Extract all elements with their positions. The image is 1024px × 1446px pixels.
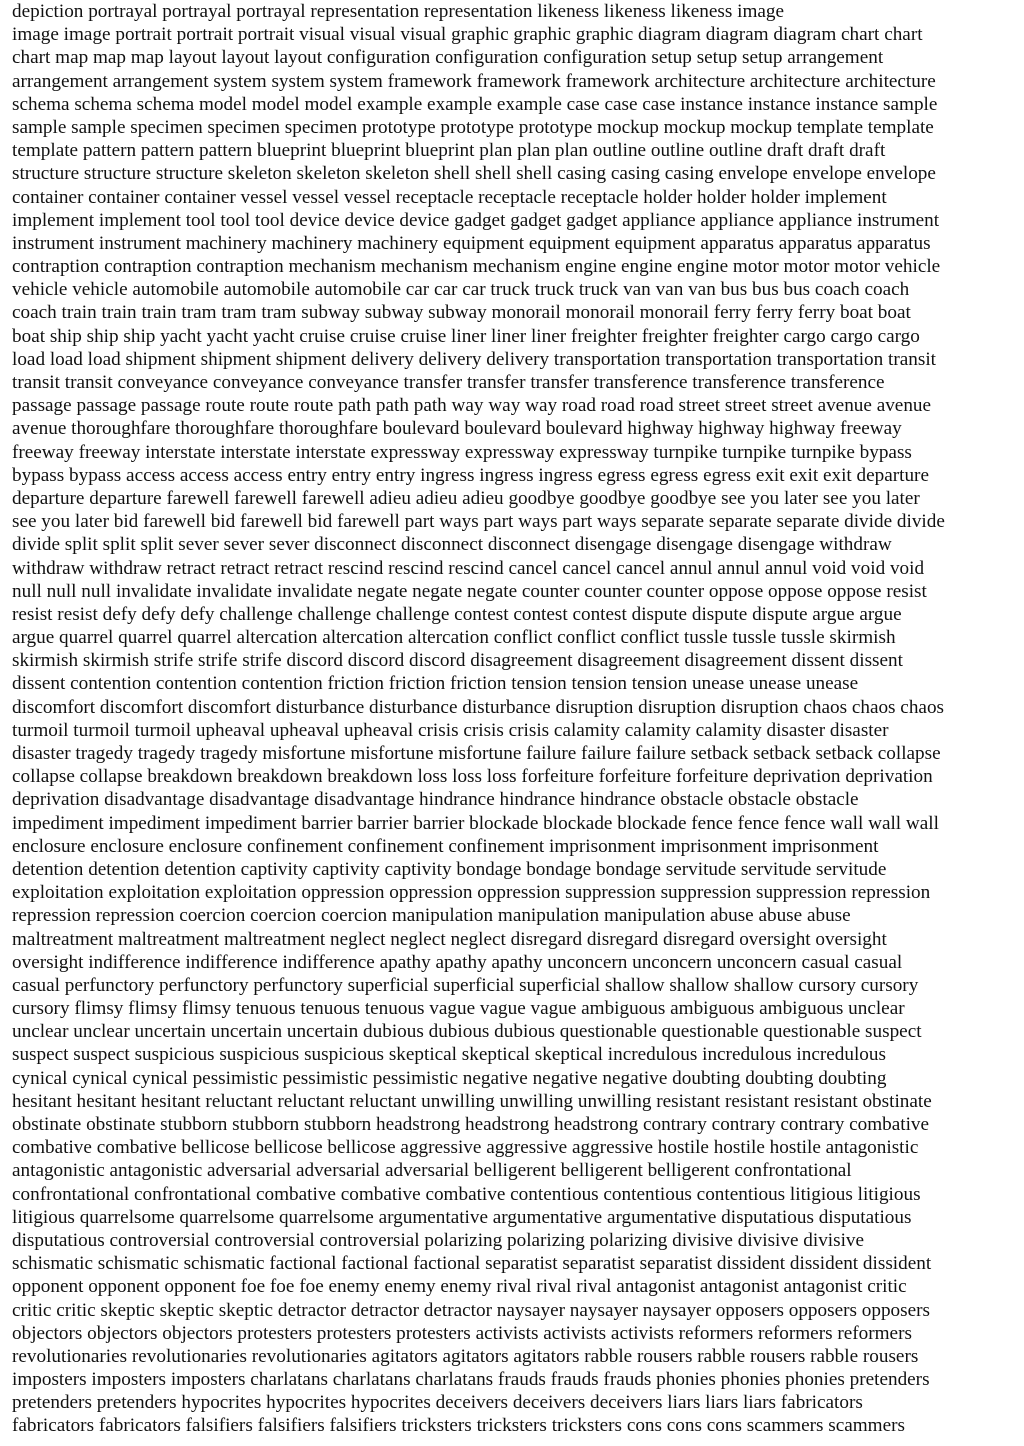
text-line: container container container vessel vessel vessel receptacle receptacle receptacle holder holder holder implement bbox=[12, 186, 887, 208]
text-line: sample sample specimen specimen specimen prototype prototype prototype mockup mockup mockup template template bbox=[12, 116, 934, 138]
text-line: coach train train train tram tram tram subway subway subway monorail monorail monorail ferry ferry ferry boat boat bbox=[12, 302, 911, 324]
text-line: collapse collapse breakdown breakdown breakdown loss loss loss forfeiture forfeiture forfeiture deprivation deprivation bbox=[12, 766, 933, 788]
text-line: avenue thoroughfare thoroughfare thoroughfare boulevard boulevard boulevard highway highway highway freeway bbox=[12, 418, 902, 440]
text-line: see you later bid farewell bid farewell bid farewell part ways part ways part ways separate separate separate divide divide bbox=[12, 511, 945, 533]
text-line: resist resist defy defy defy challenge challenge challenge contest contest contest dispute dispute dispute argue argue bbox=[12, 603, 902, 625]
text-line: discomfort discomfort discomfort disturbance disturbance disturbance disruption disruption disruption chaos chaos chaos bbox=[12, 696, 944, 718]
text-line: critic critic skeptic skeptic skeptic detractor detractor detractor naysayer naysayer naysayer opposers opposers opposers bbox=[12, 1299, 930, 1321]
text-line: null null null invalidate invalidate invalidate negate negate negate counter counter counter oppose oppose oppose resist bbox=[12, 580, 927, 602]
text-line: contraption contraption contraption mechanism mechanism mechanism engine engine engine motor motor motor vehicle bbox=[12, 256, 941, 278]
text-line: pretenders pretenders hypocrites hypocrites hypocrites deceivers deceivers deceivers liars liars liars fabricators bbox=[12, 1392, 863, 1414]
text-line: detention detention detention captivity captivity captivity bondage bondage bondage servitude servitude servitude bbox=[12, 858, 887, 880]
text-line: confrontational confrontational combative combative combative contentious contentious contentious litigious litigious bbox=[12, 1183, 921, 1205]
text-line: obstinate obstinate stubborn stubborn stubborn headstrong headstrong headstrong contrary contrary contrary combative bbox=[12, 1114, 930, 1135]
text-line: depiction portrayal portrayal portrayal representation representation likeness likeness likeness image bbox=[12, 1, 785, 22]
text-line: withdraw withdraw retract retract retract rescind rescind rescind cancel cancel cancel annul annul annul void void void bbox=[12, 557, 925, 579]
text-line: hesitant hesitant hesitant reluctant reluctant reluctant unwilling unwilling unwilling resistant resistant resistant obstinate bbox=[12, 1090, 932, 1112]
text-line: opponent opponent opponent foe foe foe enemy enemy enemy rival rival rival antagonist antagonist antagonist critic bbox=[12, 1276, 907, 1298]
text-line: departure departure farewell farewell farewell adieu adieu adieu goodbye goodbye goodbye see you later see you later bbox=[12, 487, 920, 509]
text-line: repression repression coercion coercion coercion manipulation manipulation manipulation abuse abuse abuse bbox=[12, 905, 851, 927]
text-line: unclear unclear uncertain uncertain uncertain dubious dubious dubious questionable questionable questionable suspect bbox=[12, 1021, 922, 1043]
text-line: schismatic schismatic schismatic factional factional factional separatist separatist separatist dissident dissident dissident bbox=[12, 1253, 932, 1275]
text-line: implement implement tool tool tool device device device gadget gadget gadget appliance appliance appliance instrument bbox=[12, 209, 940, 231]
text-line: imposters imposters imposters charlatans charlatans charlatans frauds frauds frauds phonies phonies phonies pretenders bbox=[12, 1369, 930, 1391]
text-line: boat ship ship ship yacht yacht yacht cruise cruise cruise liner liner liner freighter freighter freighter cargo cargo cargo bbox=[12, 325, 920, 347]
text-line: oversight indifference indifference indifference apathy apathy apathy unconcern unconcern unconcern casual casual bbox=[12, 951, 903, 973]
text-line: impediment impediment impediment barrier barrier barrier blockade blockade blockade fence fence fence wall wall wall bbox=[12, 812, 939, 834]
text-line: chart map map map layout layout layout configuration configuration configuration setup setup setup arrangement bbox=[12, 47, 884, 69]
text-line: argue quarrel quarrel quarrel altercation altercation altercation conflict conflict conflict tussle tussle tussle skirmish bbox=[12, 627, 896, 649]
text-line: passage passage passage route route route path path path way way way road road road street street street avenue avenue bbox=[12, 395, 932, 417]
text-line: enclosure enclosure enclosure confinement confinement confinement imprisonment imprisonment imprisonment bbox=[12, 835, 879, 857]
text-line: schema schema schema model model model example example example case case case instance instance instance sample bbox=[12, 93, 938, 115]
text-line: suspect suspect suspicious suspicious suspicious skeptical skeptical skeptical incredulous incredulous incredulous bbox=[12, 1044, 886, 1066]
text-line: transit transit conveyance conveyance conveyance transfer transfer transfer transference transference transference bbox=[12, 372, 885, 393]
text-line: antagonistic antagonistic adversarial adversarial adversarial belligerent belligerent belligerent confrontational bbox=[12, 1160, 852, 1182]
text-line: image image portrait portrait portrait visual visual visual graphic graphic graphic diagram diagram diagram chart chart bbox=[12, 24, 923, 46]
text-line: exploitation exploitation exploitation oppression oppression oppression suppression suppression suppression repression bbox=[12, 882, 931, 904]
text-line: instrument instrument machinery machinery machinery equipment equipment equipment apparatus apparatus apparatus bbox=[12, 232, 931, 254]
text-line: arrangement arrangement system system system framework framework framework architecture architecture architecture bbox=[12, 70, 936, 92]
text-line: turmoil turmoil turmoil upheaval upheaval upheaval crisis crisis crisis calamity calamity calamity disaster disaster bbox=[12, 719, 889, 741]
text-line: vehicle vehicle automobile automobile automobile car car car truck truck truck van van van bus bus bus coach coach bbox=[12, 279, 910, 301]
text-line: revolutionaries revolutionaries revolutionaries agitators agitators agitators rabble rousers rabble rousers rabble rousers bbox=[12, 1345, 919, 1367]
text-line: load load load shipment shipment shipment delivery delivery delivery transportation transportation transportation transit bbox=[12, 348, 936, 370]
text-body bbox=[12, 0, 1014, 1438]
text-line: cynical cynical cynical pessimistic pessimistic pessimistic negative negative negative doubting doubting doubting bbox=[12, 1067, 887, 1089]
text-line: structure structure structure skeleton skeleton skeleton shell shell shell casing casing casing envelope envelope envelope bbox=[12, 163, 936, 185]
text-line: skirmish skirmish strife strife strife discord discord discord disagreement disagreement disagreement dissent dissent bbox=[12, 650, 903, 672]
text-line: freeway freeway interstate interstate interstate expressway expressway expressway turnpike turnpike turnpike bypass bbox=[12, 441, 912, 463]
text-line: dissent contention contention contention friction friction friction tension tension tension unease unease unease bbox=[12, 673, 859, 695]
text-line: casual perfunctory perfunctory perfunctory superficial superficial superficial shallow shallow shallow cursory cursory bbox=[12, 974, 919, 996]
text-line: bypass bypass access access access entry entry entry ingress ingress ingress egress egress egress exit exit exit departure bbox=[12, 464, 929, 486]
text-line: litigious quarrelsome quarrelsome quarrelsome argumentative argumentative argumentative disputatious disputatious bbox=[12, 1206, 912, 1228]
text-line: disaster tragedy tragedy tragedy misfortune misfortune misfortune failure failure failure setback setback setback collapse bbox=[12, 743, 941, 764]
text-line: disputatious controversial controversial controversial polarizing polarizing polarizing divisive divisive divisive bbox=[12, 1229, 865, 1251]
text-line: maltreatment maltreatment maltreatment neglect neglect neglect disregard disregard disregard oversight oversight bbox=[12, 928, 887, 950]
text-line: divide split split split sever sever sever disconnect disconnect disconnect disengage disengage disengage withdraw bbox=[12, 534, 892, 556]
text-line: cursory flimsy flimsy flimsy tenuous tenuous tenuous vague vague vague ambiguous ambiguous ambiguous unclear bbox=[12, 998, 905, 1020]
text-line: fabricators fabricators falsifiers falsifiers falsifiers tricksters tricksters tricksters cons cons cons scammers scammers bbox=[12, 1415, 905, 1437]
text-line: combative combative bellicose bellicose bellicose aggressive aggressive aggressive hostile hostile hostile antagonistic bbox=[12, 1137, 919, 1159]
text-line: objectors objectors objectors protesters protesters protesters activists activists activists reformers reformers reformers bbox=[12, 1322, 912, 1344]
text-line: deprivation disadvantage disadvantage disadvantage hindrance hindrance hindrance obstacle obstacle obstacle bbox=[12, 789, 859, 811]
text-line: template pattern pattern pattern blueprint blueprint blueprint plan plan plan outline outline outline draft draft draft bbox=[12, 140, 886, 162]
